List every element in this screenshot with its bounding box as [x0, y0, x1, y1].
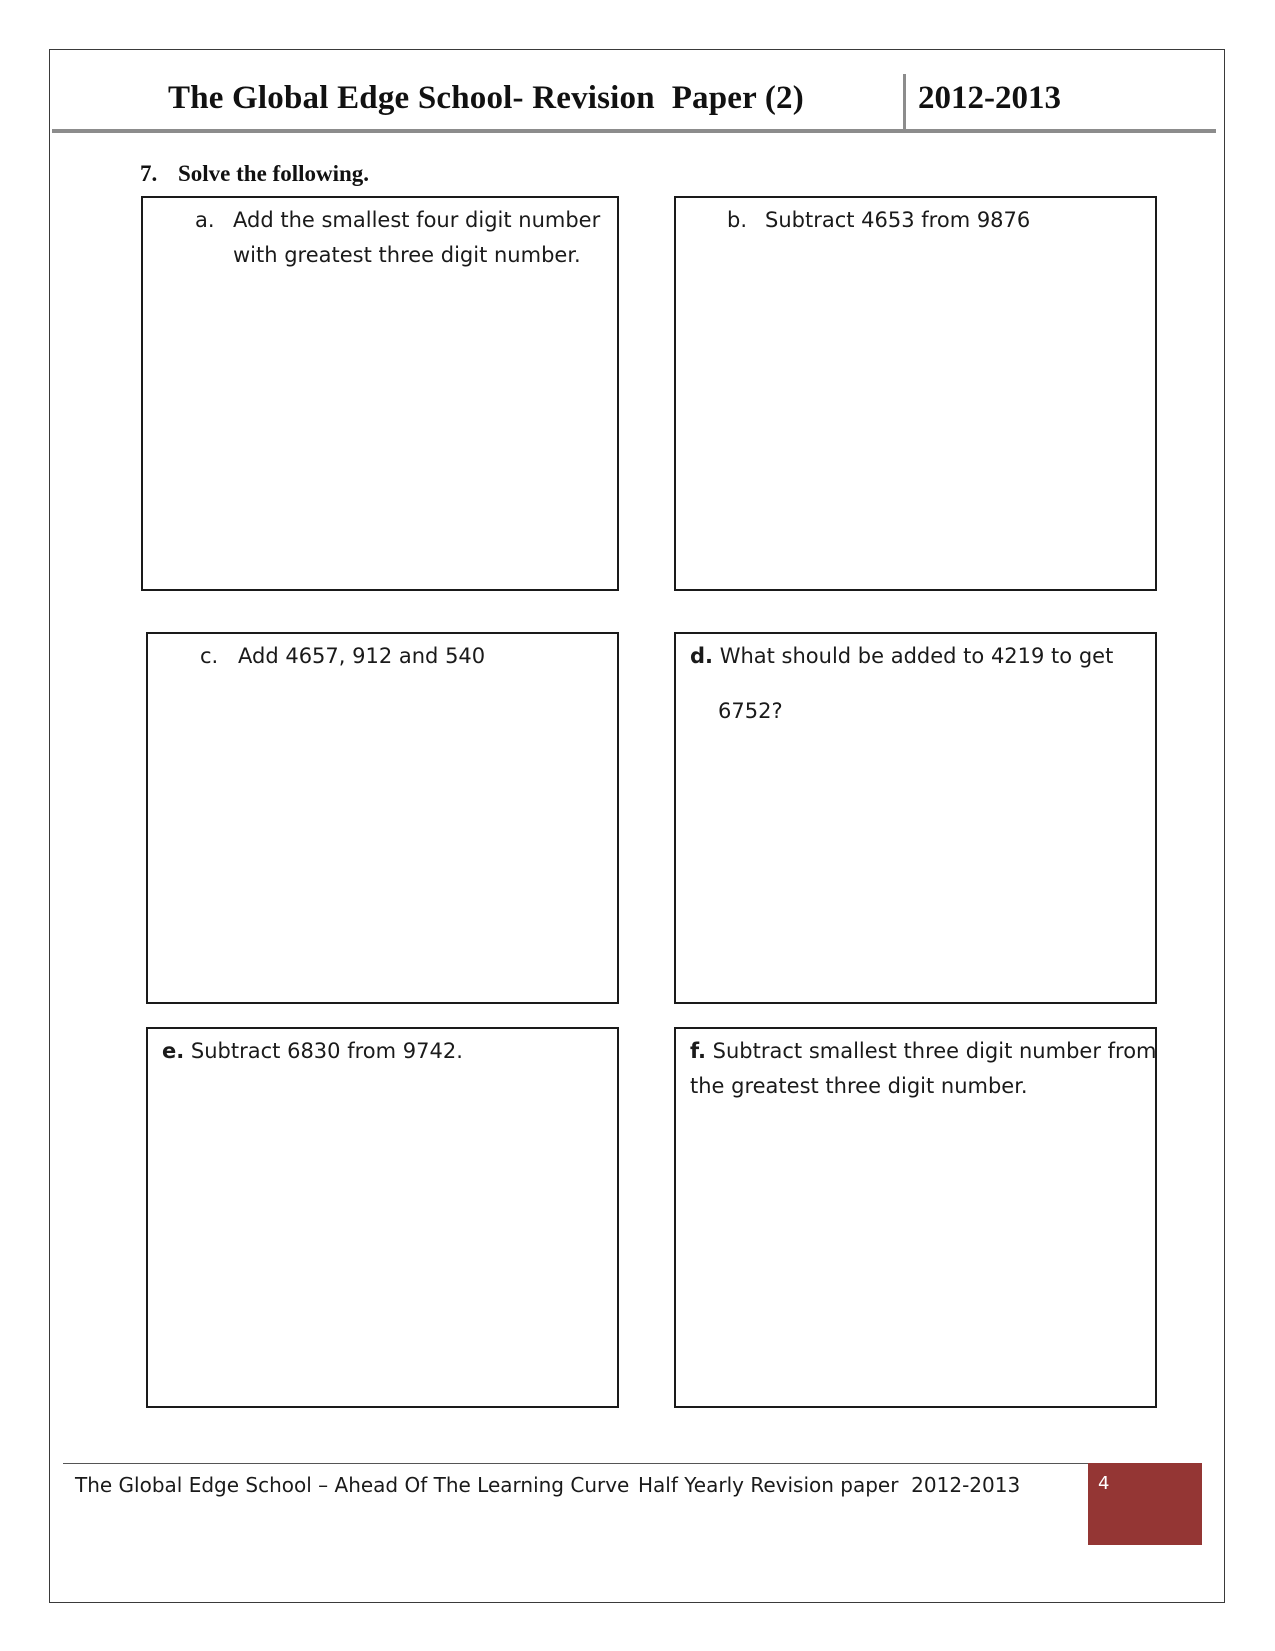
answer-box-b[interactable] — [674, 196, 1157, 591]
item-f-text — [690, 1034, 1157, 1104]
answer-box-e[interactable] — [146, 1027, 619, 1408]
item-c-text — [238, 639, 485, 674]
item-d-line2: 6752? — [718, 699, 783, 723]
item-c-line1: Add 4657, 912 and 540 — [238, 644, 486, 668]
item-a-letter: a. — [195, 208, 215, 232]
footer-school-tagline: The Global Edge School – Ahead Of The Learning Curve — [75, 1473, 630, 1497]
footer-paper-label: Half Yearly Revision paper 2012-2013 — [638, 1473, 1021, 1497]
item-a-line1: Add the smallest four digit number — [233, 208, 601, 232]
item-d-letter: d. — [690, 644, 714, 668]
footer-rule — [63, 1463, 1088, 1464]
item-e-line1-text: Subtract 6830 from 9742. — [190, 1039, 463, 1063]
item-f-line1 — [690, 1034, 1157, 1069]
item-c-letter: c. — [200, 644, 219, 668]
page-number: 4 — [1098, 1473, 1110, 1494]
item-b-line1: Subtract 4653 from 9876 — [765, 208, 1031, 232]
item-b-letter: b. — [727, 208, 748, 232]
item-f-line2: the greatest three digit number. — [690, 1074, 1028, 1098]
item-e-letter: e. — [162, 1039, 185, 1063]
header-divider — [903, 74, 906, 132]
question-heading — [140, 161, 369, 187]
question-text: Solve the following. — [178, 161, 370, 186]
item-f-letter: f. — [690, 1039, 706, 1063]
item-e-text — [162, 1034, 463, 1069]
item-e-line1 — [162, 1034, 463, 1069]
item-d-text — [690, 639, 1113, 729]
answer-box-c[interactable] — [146, 632, 619, 1004]
question-number: 7. — [140, 161, 158, 186]
item-d-line1-text: What should be added to 4219 to get — [719, 644, 1114, 668]
page-title: The Global Edge School- Revision Paper (2) — [168, 80, 804, 116]
item-b-text — [765, 203, 1030, 238]
item-a-text — [233, 203, 600, 273]
item-f-line1-text: Subtract smallest three digit number from — [712, 1039, 1157, 1063]
page-number-block — [1088, 1463, 1202, 1545]
header-year: 2012-2013 — [918, 80, 1061, 116]
item-a-line2: with greatest three digit number. — [233, 243, 581, 267]
header-rule — [52, 129, 1216, 133]
item-d-line1 — [690, 639, 1113, 674]
